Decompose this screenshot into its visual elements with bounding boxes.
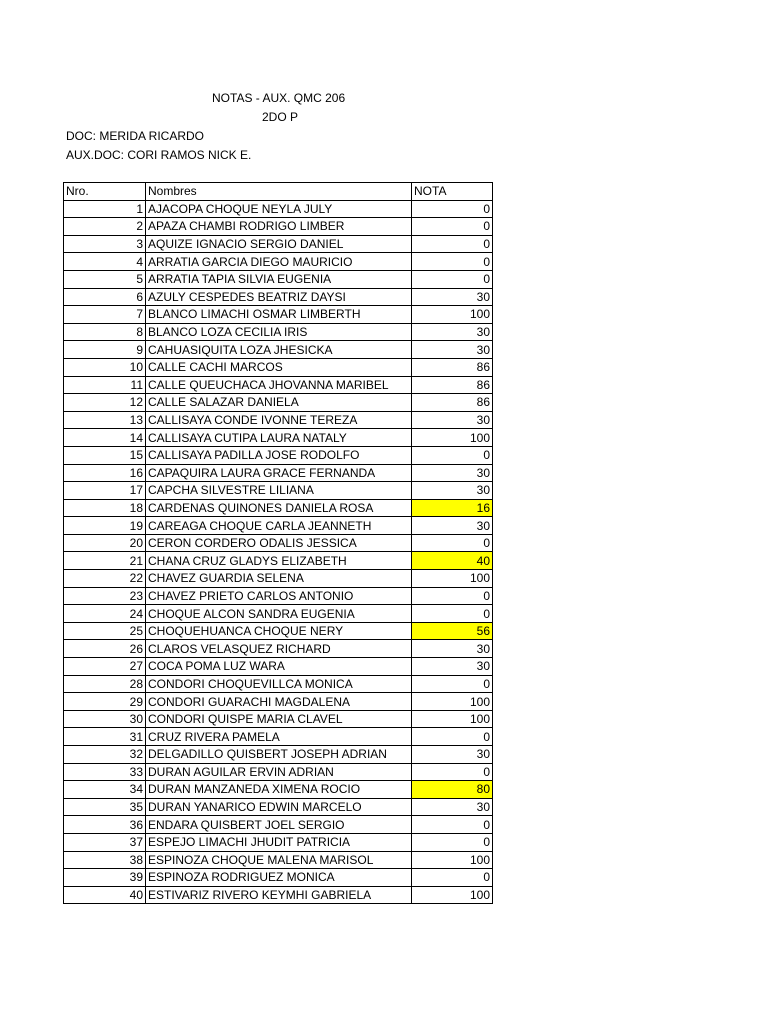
student-name-cell: DURAN YANARICO EDWIN MARCELO bbox=[146, 798, 412, 816]
grade-cell: 100 bbox=[412, 429, 493, 447]
table-row bbox=[64, 833, 493, 851]
table-row bbox=[64, 587, 493, 605]
grade-cell: 30 bbox=[412, 323, 493, 341]
table-row bbox=[64, 411, 493, 429]
table-header-row bbox=[64, 183, 493, 201]
row-number-cell: 24 bbox=[64, 605, 146, 623]
row-number-cell: 20 bbox=[64, 534, 146, 552]
row-number-cell: 32 bbox=[64, 746, 146, 764]
grade-cell: 0 bbox=[412, 235, 493, 253]
student-name-cell: AZULY CESPEDES BEATRIZ DAYSI bbox=[146, 288, 412, 306]
column-header-nota: NOTA bbox=[412, 183, 493, 201]
grade-cell-highlighted: 80 bbox=[412, 781, 493, 799]
grade-cell: 30 bbox=[412, 746, 493, 764]
student-name-cell: CALLISAYA CUTIPA LAURA NATALY bbox=[146, 429, 412, 447]
grade-cell: 100 bbox=[412, 851, 493, 869]
student-name-cell: CHANA CRUZ GLADYS ELIZABETH bbox=[146, 552, 412, 570]
assistant-line: AUX.DOC: CORI RAMOS NICK E. bbox=[66, 148, 252, 162]
table-row bbox=[64, 658, 493, 676]
grade-cell: 100 bbox=[412, 886, 493, 904]
table-row bbox=[64, 464, 493, 482]
table-row bbox=[64, 605, 493, 623]
row-number-cell: 10 bbox=[64, 358, 146, 376]
student-name-cell: CHAVEZ PRIETO CARLOS ANTONIO bbox=[146, 587, 412, 605]
grade-cell: 0 bbox=[412, 816, 493, 834]
row-number-cell: 19 bbox=[64, 517, 146, 535]
grades-table bbox=[63, 182, 493, 904]
student-name-cell: CARDENAS QUINONES DANIELA ROSA bbox=[146, 499, 412, 517]
student-name-cell: CHAVEZ GUARDIA SELENA bbox=[146, 570, 412, 588]
row-number-cell: 11 bbox=[64, 376, 146, 394]
table-row bbox=[64, 781, 493, 799]
row-number-cell: 7 bbox=[64, 306, 146, 324]
table-row bbox=[64, 376, 493, 394]
table-row bbox=[64, 851, 493, 869]
grade-cell: 0 bbox=[412, 869, 493, 887]
row-number-cell: 40 bbox=[64, 886, 146, 904]
grade-cell: 0 bbox=[412, 675, 493, 693]
table-row bbox=[64, 323, 493, 341]
student-name-cell: CONDORI GUARACHI MAGDALENA bbox=[146, 693, 412, 711]
grade-cell-highlighted: 56 bbox=[412, 622, 493, 640]
student-name-cell: BLANCO LIMACHI OSMAR LIMBERTH bbox=[146, 306, 412, 324]
row-number-cell: 4 bbox=[64, 253, 146, 271]
row-number-cell: 22 bbox=[64, 570, 146, 588]
grade-cell: 0 bbox=[412, 270, 493, 288]
table-row bbox=[64, 253, 493, 271]
row-number-cell: 15 bbox=[64, 446, 146, 464]
grade-cell: 30 bbox=[412, 640, 493, 658]
row-number-cell: 36 bbox=[64, 816, 146, 834]
table-row bbox=[64, 482, 493, 500]
student-name-cell: CALLISAYA PADILLA JOSE RODOLFO bbox=[146, 446, 412, 464]
grade-cell: 0 bbox=[412, 587, 493, 605]
document-subtitle: 2DO P bbox=[262, 110, 299, 124]
grade-cell: 86 bbox=[412, 394, 493, 412]
row-number-cell: 8 bbox=[64, 323, 146, 341]
document-title: NOTAS - AUX. QMC 206 bbox=[212, 91, 346, 105]
student-name-cell: CRUZ RIVERA PAMELA bbox=[146, 728, 412, 746]
row-number-cell: 3 bbox=[64, 235, 146, 253]
column-header-nombres: Nombres bbox=[146, 183, 412, 201]
table-row bbox=[64, 218, 493, 236]
student-name-cell: ESPINOZA RODRIGUEZ MONICA bbox=[146, 869, 412, 887]
grade-cell: 100 bbox=[412, 570, 493, 588]
row-number-cell: 23 bbox=[64, 587, 146, 605]
table-row bbox=[64, 816, 493, 834]
table-row bbox=[64, 728, 493, 746]
row-number-cell: 31 bbox=[64, 728, 146, 746]
table-row bbox=[64, 869, 493, 887]
grade-cell-highlighted: 16 bbox=[412, 499, 493, 517]
row-number-cell: 33 bbox=[64, 763, 146, 781]
grade-cell: 0 bbox=[412, 218, 493, 236]
row-number-cell: 6 bbox=[64, 288, 146, 306]
table-row bbox=[64, 517, 493, 535]
row-number-cell: 5 bbox=[64, 270, 146, 288]
row-number-cell: 30 bbox=[64, 710, 146, 728]
row-number-cell: 17 bbox=[64, 482, 146, 500]
student-name-cell: ESPEJO LIMACHI JHUDIT PATRICIA bbox=[146, 833, 412, 851]
student-name-cell: CAHUASIQUITA LOZA JHESICKA bbox=[146, 341, 412, 359]
row-number-cell: 29 bbox=[64, 693, 146, 711]
table-row bbox=[64, 798, 493, 816]
student-name-cell: COCA POMA LUZ WARA bbox=[146, 658, 412, 676]
student-name-cell: ENDARA QUISBERT JOEL SERGIO bbox=[146, 816, 412, 834]
table-row bbox=[64, 235, 493, 253]
student-name-cell: CALLE SALAZAR DANIELA bbox=[146, 394, 412, 412]
table-row bbox=[64, 499, 493, 517]
grade-cell: 30 bbox=[412, 341, 493, 359]
table-row bbox=[64, 570, 493, 588]
row-number-cell: 28 bbox=[64, 675, 146, 693]
row-number-cell: 2 bbox=[64, 218, 146, 236]
grade-cell: 30 bbox=[412, 658, 493, 676]
student-name-cell: DELGADILLO QUISBERT JOSEPH ADRIAN bbox=[146, 746, 412, 764]
row-number-cell: 39 bbox=[64, 869, 146, 887]
row-number-cell: 38 bbox=[64, 851, 146, 869]
table-row bbox=[64, 288, 493, 306]
row-number-cell: 18 bbox=[64, 499, 146, 517]
grades-table-body bbox=[64, 183, 493, 904]
row-number-cell: 1 bbox=[64, 200, 146, 218]
grade-cell: 0 bbox=[412, 253, 493, 271]
student-name-cell: AQUIZE IGNACIO SERGIO DANIEL bbox=[146, 235, 412, 253]
table-row bbox=[64, 394, 493, 412]
table-row bbox=[64, 710, 493, 728]
table-row bbox=[64, 446, 493, 464]
row-number-cell: 27 bbox=[64, 658, 146, 676]
table-row bbox=[64, 675, 493, 693]
row-number-cell: 26 bbox=[64, 640, 146, 658]
column-header-nro: Nro. bbox=[64, 183, 146, 201]
table-row bbox=[64, 886, 493, 904]
grade-cell: 30 bbox=[412, 517, 493, 535]
grade-cell: 0 bbox=[412, 534, 493, 552]
row-number-cell: 9 bbox=[64, 341, 146, 359]
grade-cell: 86 bbox=[412, 358, 493, 376]
row-number-cell: 13 bbox=[64, 411, 146, 429]
grade-cell: 100 bbox=[412, 693, 493, 711]
student-name-cell: ARRATIA GARCIA DIEGO MAURICIO bbox=[146, 253, 412, 271]
grade-cell: 0 bbox=[412, 446, 493, 464]
student-name-cell: CHOQUE ALCON SANDRA EUGENIA bbox=[146, 605, 412, 623]
student-name-cell: CALLISAYA CONDE IVONNE TEREZA bbox=[146, 411, 412, 429]
row-number-cell: 16 bbox=[64, 464, 146, 482]
grade-cell: 30 bbox=[412, 482, 493, 500]
row-number-cell: 12 bbox=[64, 394, 146, 412]
table-row bbox=[64, 270, 493, 288]
student-name-cell: ESTIVARIZ RIVERO KEYMHI GABRIELA bbox=[146, 886, 412, 904]
grade-cell: 0 bbox=[412, 728, 493, 746]
grade-cell: 0 bbox=[412, 200, 493, 218]
table-row bbox=[64, 622, 493, 640]
row-number-cell: 25 bbox=[64, 622, 146, 640]
table-row bbox=[64, 746, 493, 764]
student-name-cell: CALLE QUEUCHACA JHOVANNA MARIBEL bbox=[146, 376, 412, 394]
student-name-cell: CONDORI QUISPE MARIA CLAVEL bbox=[146, 710, 412, 728]
student-name-cell: DURAN MANZANEDA XIMENA ROCIO bbox=[146, 781, 412, 799]
student-name-cell: CONDORI CHOQUEVILLCA MONICA bbox=[146, 675, 412, 693]
table-row bbox=[64, 341, 493, 359]
table-row bbox=[64, 640, 493, 658]
grade-cell: 30 bbox=[412, 464, 493, 482]
row-number-cell: 21 bbox=[64, 552, 146, 570]
table-row bbox=[64, 534, 493, 552]
table-row bbox=[64, 763, 493, 781]
grade-cell: 100 bbox=[412, 710, 493, 728]
grade-cell: 86 bbox=[412, 376, 493, 394]
grade-cell-highlighted: 40 bbox=[412, 552, 493, 570]
row-number-cell: 35 bbox=[64, 798, 146, 816]
row-number-cell: 37 bbox=[64, 833, 146, 851]
student-name-cell: APAZA CHAMBI RODRIGO LIMBER bbox=[146, 218, 412, 236]
teacher-line: DOC: MERIDA RICARDO bbox=[66, 129, 205, 143]
grade-cell: 0 bbox=[412, 763, 493, 781]
table-row bbox=[64, 693, 493, 711]
table-row bbox=[64, 552, 493, 570]
table-row bbox=[64, 200, 493, 218]
student-name-cell: CHOQUEHUANCA CHOQUE NERY bbox=[146, 622, 412, 640]
grade-cell: 0 bbox=[412, 605, 493, 623]
table-row bbox=[64, 358, 493, 376]
student-name-cell: AJACOPA CHOQUE NEYLA JULY bbox=[146, 200, 412, 218]
student-name-cell: CAREAGA CHOQUE CARLA JEANNETH bbox=[146, 517, 412, 535]
row-number-cell: 14 bbox=[64, 429, 146, 447]
table-row bbox=[64, 429, 493, 447]
student-name-cell: ARRATIA TAPIA SILVIA EUGENIA bbox=[146, 270, 412, 288]
student-name-cell: CAPAQUIRA LAURA GRACE FERNANDA bbox=[146, 464, 412, 482]
table-row bbox=[64, 306, 493, 324]
student-name-cell: CERON CORDERO ODALIS JESSICA bbox=[146, 534, 412, 552]
grade-cell: 30 bbox=[412, 288, 493, 306]
student-name-cell: CLAROS VELASQUEZ RICHARD bbox=[146, 640, 412, 658]
student-name-cell: BLANCO LOZA CECILIA IRIS bbox=[146, 323, 412, 341]
grade-cell: 0 bbox=[412, 833, 493, 851]
grade-cell: 100 bbox=[412, 306, 493, 324]
student-name-cell: DURAN AGUILAR ERVIN ADRIAN bbox=[146, 763, 412, 781]
student-name-cell: ESPINOZA CHOQUE MALENA MARISOL bbox=[146, 851, 412, 869]
student-name-cell: CALLE CACHI MARCOS bbox=[146, 358, 412, 376]
student-name-cell: CAPCHA SILVESTRE LILIANA bbox=[146, 482, 412, 500]
row-number-cell: 34 bbox=[64, 781, 146, 799]
grade-cell: 30 bbox=[412, 798, 493, 816]
grade-cell: 30 bbox=[412, 411, 493, 429]
